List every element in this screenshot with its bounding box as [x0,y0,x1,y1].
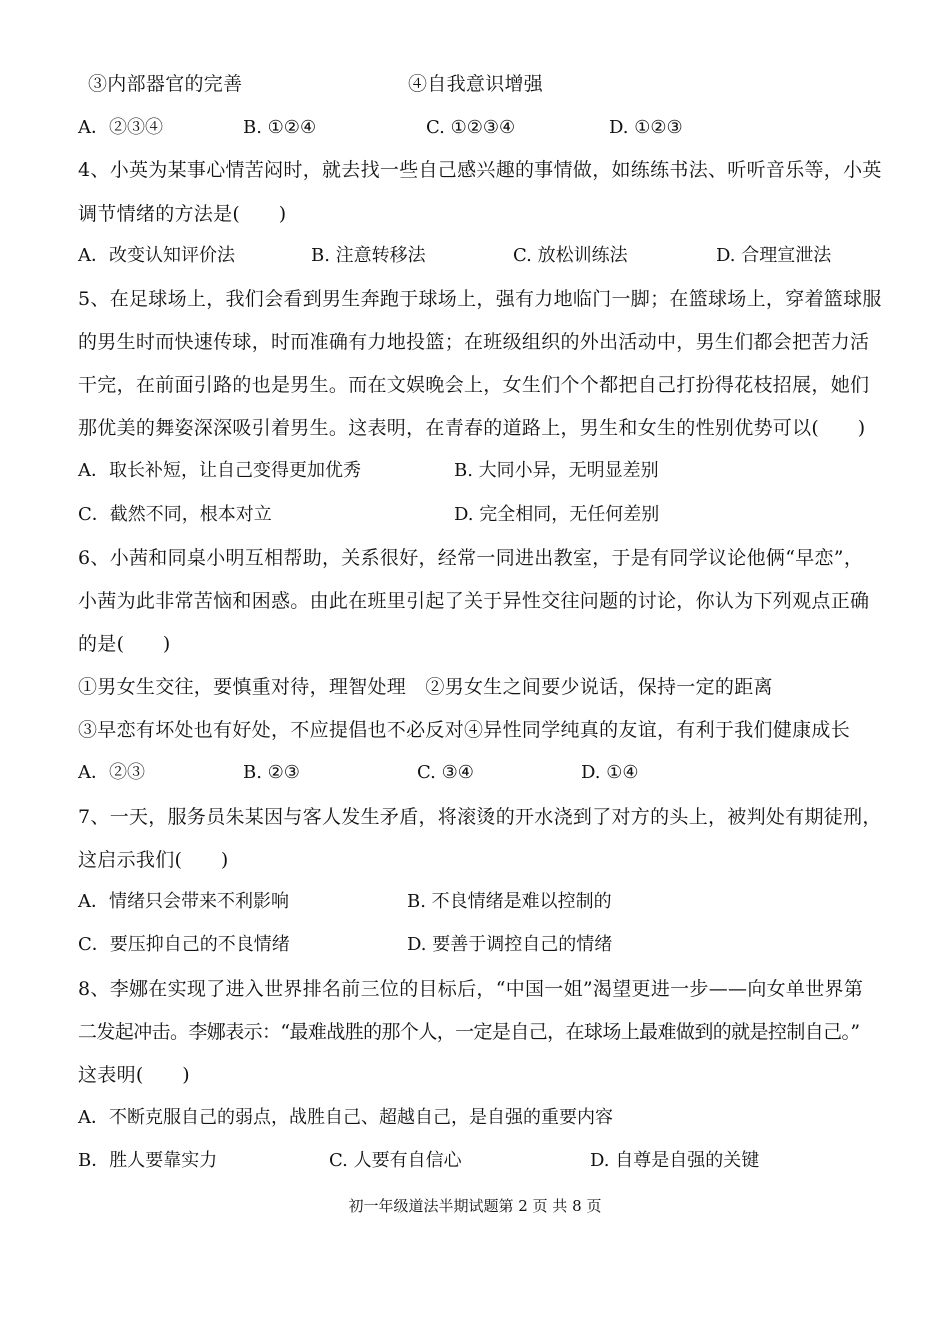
statement-4: ④自我意识增强 [408,73,544,95]
q8-option-b: B．胜人要靠实力 [78,1150,218,1171]
q4-option-a: A．改变认知评价法 [78,245,235,266]
q8-stem-line-1: 8、李娜在实现了进入世界排名前三位的目标后，“中国一姐”渴望更进一步——向女单世界第 [78,978,864,1000]
q4-stem-line-1: 4、小英为某事心情苦闷时，就去找一些自己感兴趣的事情做，如练练书法、听听音乐等，小英 [78,159,882,181]
q5-option-b: B. 大同小异，无明显差别 [454,460,659,481]
q8-stem-line-2: 二发起冲击。李娜表示：“最难战胜的那个人，一定是自己，在球场上最难做到的就是控制自己。” [78,1021,860,1043]
q5-option-c: C．截然不同，根本对立 [78,504,272,525]
q6-option-c: C. ③④ [417,762,474,783]
q4-option-c: C. 放松训练法 [513,245,628,266]
q6-stem-line-2: 小茜为此非常苦恼和困惑。由此在班里引起了关于异性交往问题的讨论，你认为下列观点正确 [78,590,870,612]
q5-stem-line-1: 5、在足球场上，我们会看到男生奔跑于球场上，强有力地临门一脚；在篮球场上，穿着篮球服 [78,288,882,310]
q5-stem-line-3: 干完，在前面引路的也是男生。而在文娱晚会上，女生们个个都把自己打扮得花枝招展，她们 [78,374,870,396]
q4-option-b: B. 注意转移法 [311,245,426,266]
q6-stem-line-3: 的是( ) [78,633,171,655]
q5-option-d: D. 完全相同，无任何差别 [454,504,660,525]
q6-option-d: D. ①④ [581,762,639,783]
q7-option-b: B. 不良情绪是难以控制的 [407,891,612,912]
q4-stem-line-2: 调节情绪的方法是( ) [78,203,287,225]
q8-option-d: D. 自尊是自强的关键 [590,1150,760,1171]
q4-option-d: D. 合理宣泄法 [716,245,832,266]
q8-option-c: C. 人要有自信心 [329,1150,462,1171]
q3-option-b: B. ①②④ [243,117,317,138]
q3-option-a: A．②③④ [78,117,163,138]
q7-stem-line-1: 7、一天，服务员朱某因与客人发生矛盾，将滚烫的开水浇到了对方的头上，被判处有期徒刑， [78,806,882,828]
q5-stem-line-4: 那优美的舞姿深深吸引着男生。这表明，在青春的道路上，男生和女生的性别优势可以( ) [78,417,866,439]
q7-option-d: D. 要善于调控自己的情绪 [407,934,613,955]
q5-stem-line-2: 的男生时而快速传球，时而准确有力地投篮；在班级组织的外出活动中，男生们都会把苦力活 [78,331,870,353]
q6-option-b: B. ②③ [243,762,300,783]
q7-stem-line-2: 这启示我们( ) [78,849,229,871]
q8-stem-line-3: 这表明( ) [78,1064,190,1086]
q8-option-a: A．不断克服自己的弱点，战胜自己、超越自己，是自强的重要内容 [78,1107,613,1128]
q6-statements-1-2: ①男女生交往，要慎重对待，理智处理 ②男女生之间要少说话，保持一定的距离 [78,676,773,698]
q6-stem-line-1: 6、小茜和同桌小明互相帮助，关系很好，经常一同进出教室，于是有同学议论他俩“早恋”， [78,547,864,569]
q7-option-c: C．要压抑自己的不良情绪 [78,934,290,955]
q3-option-d: D. ①②③ [609,117,683,138]
q7-option-a: A．情绪只会带来不利影响 [78,891,289,912]
q6-statements-3-4: ③早恋有坏处也有好处，不应提倡也不必反对④异性同学纯真的友谊，有利于我们健康成长 [78,719,851,741]
page-footer: 初一年级道法半期试题第 2 页 共 8 页 [348,1197,602,1215]
q5-option-a: A．取长补短，让自己变得更加优秀 [78,460,361,481]
q6-option-a: A．②③ [78,762,145,783]
q3-option-c: C. ①②③④ [426,117,516,138]
statement-3: ③内部器官的完善 [88,73,243,95]
